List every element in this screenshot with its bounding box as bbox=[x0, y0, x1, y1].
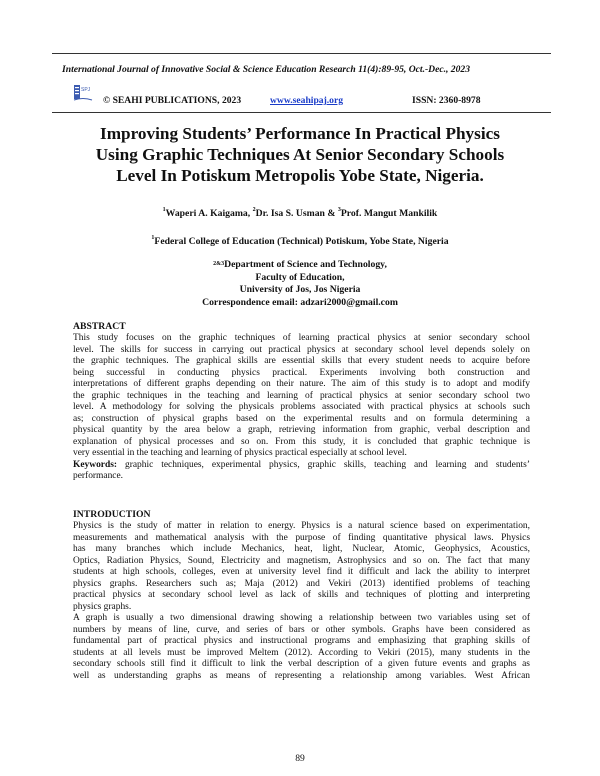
author-sup: 3 bbox=[337, 207, 341, 213]
affiliation-text: Federal College of Education (Technical) Potiskum, Yobe State, Nigeria bbox=[154, 236, 449, 247]
text-line: level. The skills for success in carrying out practical physics at secondary school level depends solely on bbox=[73, 344, 530, 355]
author-sup: 1 bbox=[162, 207, 166, 213]
seahi-logo-icon bbox=[73, 83, 93, 103]
author-name: Prof. Mangut Mankilik bbox=[340, 208, 438, 219]
affiliation-sup: 2&3 bbox=[213, 261, 225, 267]
introduction-body bbox=[73, 521, 530, 682]
text-line: physics graphs. Researchers such as; Maja (2012) and Vekiri (2013) identified problems of teaching bbox=[73, 578, 530, 589]
website-link[interactable]: www.seahipaj.org bbox=[270, 95, 344, 106]
issn-label: ISSN: 2360-8978 bbox=[412, 95, 481, 106]
abstract-body bbox=[73, 333, 530, 483]
keywords-line: performance. bbox=[73, 471, 124, 481]
text-line: physical quantity by the area below a graph, retrieving information from graphic, verbal description and bbox=[73, 425, 530, 435]
keywords-label: Keywords: bbox=[73, 459, 118, 470]
text-line: students at high schools, colleges, even at university level find it difficult and lack the ability to interpret bbox=[73, 567, 530, 577]
title-line: Improving Students’ Performance In Practical Physics bbox=[100, 124, 500, 143]
text-line: numbers by means of line, curve, and series of bars or other symbols. Graphs have been considered as bbox=[73, 624, 530, 635]
paper-title bbox=[50, 123, 550, 186]
affiliation-2 bbox=[50, 259, 550, 309]
text-line: students at all levels must be improved Meltem (2012). According to Vekiri (2015), many students in the bbox=[73, 647, 530, 658]
title-line: Level In Potiskum Metropolis Yobe State, Nigeria. bbox=[116, 166, 484, 185]
text-line: A graph is usually a two dimensional drawing showing a relationship between two variables using set of bbox=[73, 613, 530, 623]
text-line: interpretations of different graphs depending on their nature. The aim of this study is to adopt and modify bbox=[73, 379, 530, 389]
affiliation-1 bbox=[50, 236, 550, 247]
text-line: practical physics at secondary school level as lack of skills and techniques of plotting and interpreting bbox=[73, 590, 530, 600]
correspondence-email: Correspondence email: adzari2000@gmail.com bbox=[202, 296, 398, 308]
text-line: physics graphs. bbox=[73, 601, 132, 612]
text-line: explanation of physical processes and so on. From this study, it is concluded that graphic technique is bbox=[73, 436, 530, 447]
keywords-text: graphic techniques, experimental physics, graphic skills, teaching and learning and students’ bbox=[117, 459, 530, 470]
text-line: measurements and mathematical analysis with the purpose of finding quantitative physical laws. Physics bbox=[73, 532, 530, 543]
author-name: Dr. Isa S. Usman & bbox=[255, 208, 338, 219]
title-line: Using Graphic Techniques At Senior Secondary Schools bbox=[95, 145, 505, 164]
page-number: 89 bbox=[295, 753, 305, 764]
text-line: level. A methodology for solving the physicals problems associated with practical physics at schools such bbox=[73, 402, 530, 412]
abstract-heading: ABSTRACT bbox=[73, 321, 126, 332]
author-sup: 2 bbox=[252, 207, 256, 213]
text-line: as; construction of physical graphs based on the experimental results and on formula determining a bbox=[73, 413, 530, 424]
affiliation-line: Faculty of Education, bbox=[255, 271, 345, 283]
publisher-label: © SEAHI PUBLICATIONS, 2023 bbox=[103, 95, 242, 106]
text-line: very essential in the teaching and learning of physics practical especially at school level. bbox=[73, 448, 407, 458]
text-line: secondary schools still find it difficult to link the verbal description of a given future events and graphs as bbox=[73, 659, 530, 669]
text-line: Physics is the study of matter in relation to energy. Physics is a natural science based on experimentation, bbox=[73, 521, 530, 531]
text-line: the graphic techniques in the teaching and learning of practical physics at senior secondary school two bbox=[73, 390, 530, 401]
text-line: fundamental part of practical physics and instructional programs and emphasizing that graphing skills of bbox=[73, 636, 530, 646]
author-name: Waperi A. Kaigama, bbox=[165, 208, 253, 219]
journal-citation: International Journal of Innovative Social & Science Education Research 11(4):89-95, Oct.-Dec., 2023 bbox=[62, 64, 470, 75]
text-line: Optics, Radiation Physics, Sound, Electricity and magnetism, Astrophysics and so on. The fact that many bbox=[73, 555, 530, 566]
text-line: This study focuses on the graphic techniques of learning practical physics at senior secondary school bbox=[73, 333, 530, 343]
keywords-line bbox=[73, 460, 530, 472]
author-list bbox=[50, 208, 550, 219]
affiliation-sup: 1 bbox=[151, 235, 155, 241]
text-line: the graphic techniques. The graphical skills are essential skills that every student needs to acquire before bbox=[73, 356, 530, 366]
text-line: being successful in conducting physics practical. Experiments involving both construction and bbox=[73, 367, 530, 378]
text-line: has many branches which include Mechanics, heat, light, Nuclear, Atomic, Geophysics, Acoustics, bbox=[73, 544, 530, 554]
introduction-heading: INTRODUCTION bbox=[73, 509, 151, 520]
affiliation-line: University of Jos, Jos Nigeria bbox=[239, 284, 361, 296]
svg-text:SPJ: SPJ bbox=[81, 87, 91, 93]
affiliation-line: Department of Science and Technology, bbox=[224, 259, 387, 270]
text-line: well as understanding graphs as means of representing a relationship among variables. West African bbox=[73, 670, 530, 681]
